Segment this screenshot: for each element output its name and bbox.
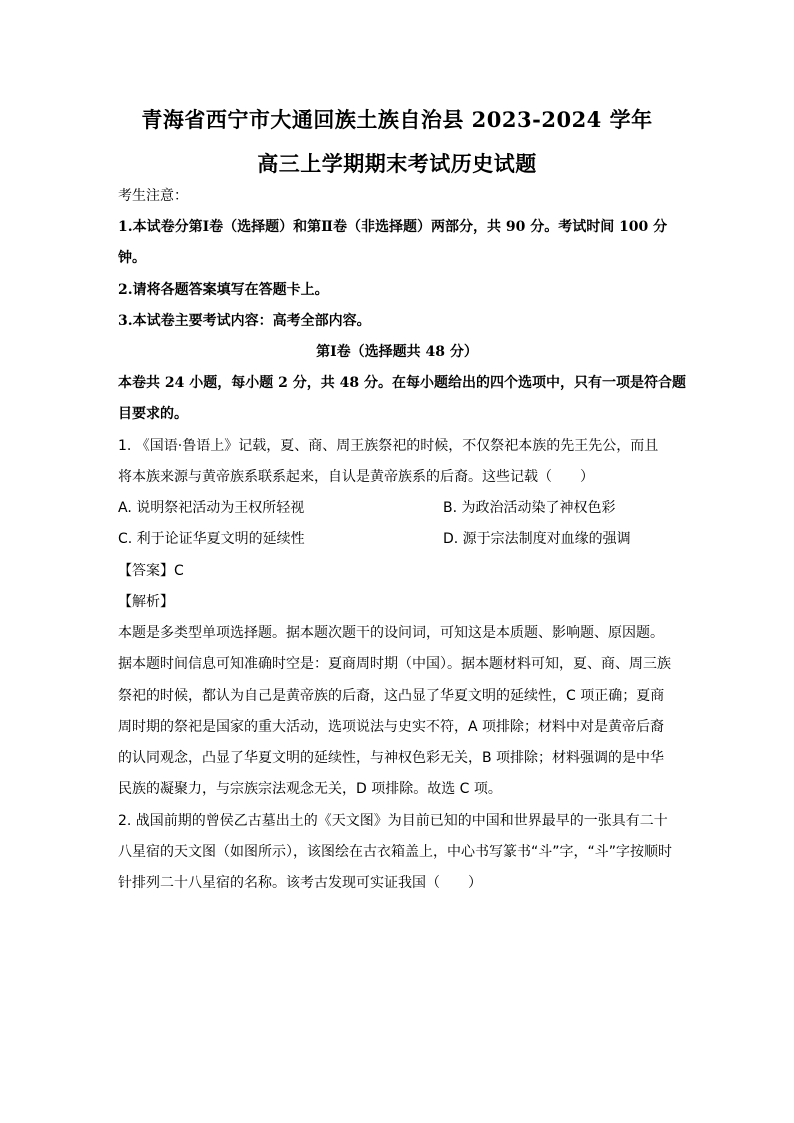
question-2-stem-line: 2. 战国前期的曾侯乙古墓出土的《天文图》为目前已知的中国和世界最早的一张具有二十 <box>118 813 668 829</box>
question-1-analysis-line: 祭祀的时候，都认为自己是黄帝族的后裔，这凸显了华夏文明的延续性，C 项正确；夏商 <box>118 688 665 704</box>
section-intro-continued: 目要求的。 <box>118 406 188 422</box>
question-1-analysis-line: 据本题时间信息可知准确时空是：夏商周时期（中国）。据本题材料可知，夏、商、周三族 <box>118 656 671 672</box>
notice-item-1: 1.本试卷分第Ⅰ卷（选择题）和第Ⅱ卷（非选择题）两部分，共 90 分。考试时间 100 分 <box>118 219 668 235</box>
section-title: 第Ⅰ卷（选择题共 48 分） <box>316 344 478 360</box>
exam-title-line2: 高三上学期期末考试历史试题 <box>257 151 537 176</box>
question-1-option-c: C. 利于论证华夏文明的延续性 <box>118 531 305 547</box>
question-1-answer: 【答案】C <box>118 563 184 579</box>
question-2-stem-line: 八星宿的天文图（如图所示），该图绘在古衣箱盖上，中心书写篆书“斗”字，“斗”字按顺时 <box>118 844 673 860</box>
question-1-stem: 1. 《国语·鲁语上》记载，夏、商、周王族祭祀的时候，不仅祭祀本族的先王先公，而且 <box>118 438 659 454</box>
question-1-analysis-line: 周时期的祭祀是国家的重大活动，选项说法与史实不符，A 项排除；材料中对是黄帝后裔 <box>118 719 665 735</box>
exam-title-line1: 青海省西宁市大通回族土族自治县 2023-2024 学年 <box>141 107 653 132</box>
question-1-analysis-heading: 【解析】 <box>118 594 174 610</box>
question-1-analysis-line: 本题是多类型单项选择题。据本题次题干的设问词，可知这是本质题、影响题、原因题。 <box>118 625 664 641</box>
notice-item-1-continued: 钟。 <box>118 250 146 266</box>
notice-item-2: 2.请将各题答案填写在答题卡上。 <box>118 282 329 298</box>
question-1-analysis-line: 的认同观念，凸显了华夏文明的延续性，与神权色彩无关，B 项排除；材料强调的是中华 <box>118 750 665 766</box>
question-2-stem-line: 针排列二十八星宿的名称。该考古发现可实证我国（ ） <box>118 875 482 891</box>
question-1-analysis-line: 民族的凝聚力，与宗族宗法观念无关，D 项排除。故选 C 项。 <box>118 781 502 797</box>
question-1-option-d: D. 源于宗法制度对血缘的强调 <box>443 531 631 547</box>
question-1-option-a: A. 说明祭祀活动为王权所轻视 <box>118 500 305 516</box>
question-1-stem-continued: 将本族来源与黄帝族系联系起来，自认是黄帝族系的后裔。这些记载（ ） <box>118 469 594 485</box>
notice-item-3: 3.本试卷主要考试内容：高考全部内容。 <box>118 313 371 329</box>
section-intro: 本卷共 24 小题，每小题 2 分，共 48 分。在每小题给出的四个选项中，只有一项是符合题 <box>118 375 686 391</box>
notice-heading: 考生注意： <box>118 188 188 204</box>
question-1-option-b: B. 为政治活动染了神权色彩 <box>443 500 616 516</box>
